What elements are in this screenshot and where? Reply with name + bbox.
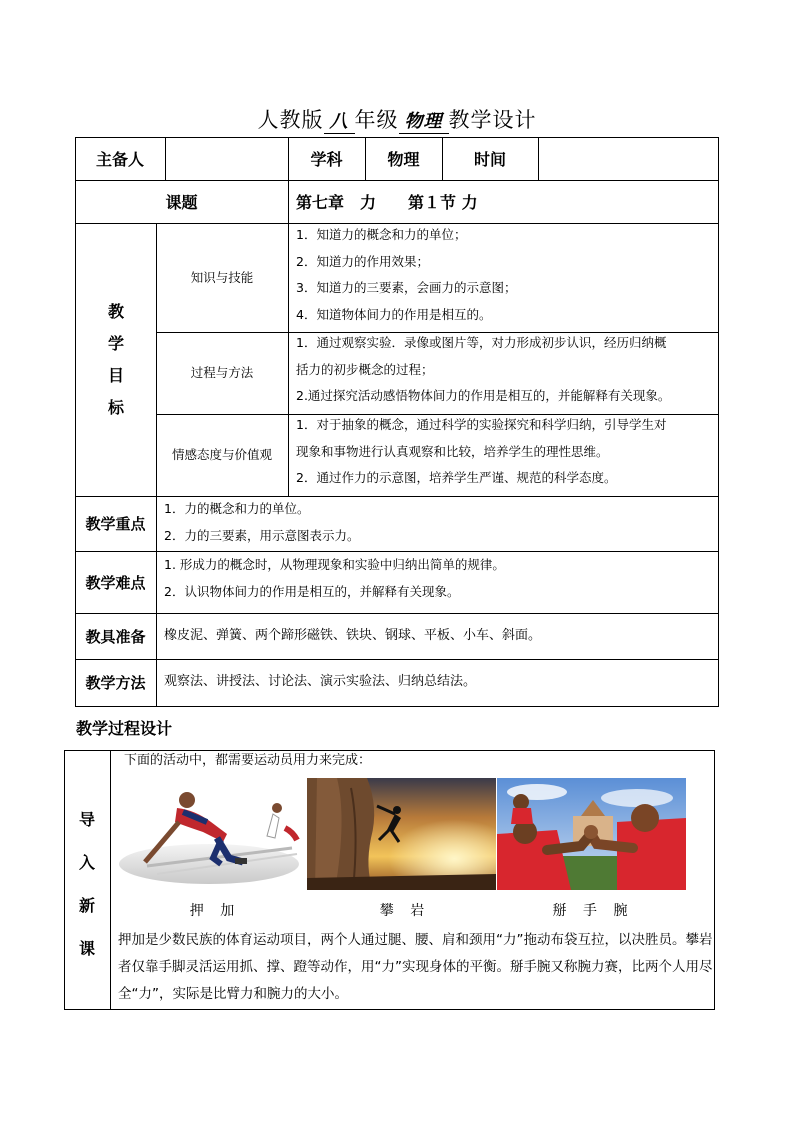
intro-label-char: 导 bbox=[78, 810, 95, 829]
intro-label bbox=[77, 798, 97, 970]
methods-label: 教学方法 bbox=[85, 674, 146, 692]
preparer-value bbox=[165, 137, 288, 180]
list-item: 1．对于抽象的概念，通过科学的实验探究和科学归纳，引导学生对 bbox=[296, 417, 667, 432]
rock-climbing-photo bbox=[307, 778, 496, 890]
list-item: 2．力的三要素，用示意图表示力。 bbox=[164, 527, 360, 543]
tools-text: 橡皮泥、弹簧、两个蹄形磁铁、铁块、钢球、平板、小车、斜面。 bbox=[164, 627, 542, 643]
topic-value: 第七章 力 第１节 力 bbox=[296, 193, 478, 212]
title-prefix: 人教版 bbox=[257, 108, 324, 132]
difficulties-items bbox=[156, 552, 724, 605]
title-mid: 年级 bbox=[354, 108, 399, 132]
intro-label-char: 入 bbox=[78, 853, 95, 872]
subject-blank: 物理 bbox=[399, 111, 449, 134]
list-item: 2.通过探究活动感悟物体间力的作用是相互的，并能解释有关现象。 bbox=[296, 388, 671, 403]
methods-text: 观察法、讲授法、讨论法、演示实验法、归纳总结法。 bbox=[164, 673, 477, 689]
objectives-label bbox=[106, 296, 126, 424]
objectives-label-char: 目 bbox=[107, 366, 124, 385]
preparer-label: 主备人 bbox=[95, 150, 144, 169]
difficulties-label: 教学难点 bbox=[85, 573, 146, 592]
caption-tug: 押 加 bbox=[189, 903, 241, 919]
intro-label-char: 新 bbox=[78, 896, 95, 915]
topic-label: 课题 bbox=[165, 193, 198, 212]
list-item: 括力的初步概念的过程； bbox=[296, 361, 434, 377]
list-item: 1．力的概念和力的单位。 bbox=[164, 501, 310, 516]
list-item: 现象和事物进行认真观察和比较，培养学生的理性思维。 bbox=[296, 443, 609, 459]
objectives-label-char: 教 bbox=[107, 302, 124, 321]
caption-climbing: 攀 岩 bbox=[379, 903, 431, 919]
process-items bbox=[288, 330, 726, 410]
attitude-label: 情感态度与价值观 bbox=[171, 447, 272, 462]
list-item: 1．通过观察实验．录像或图片等，对力形成初步认识，经历归纳概 bbox=[296, 335, 667, 350]
list-item: 1．知道力的概念和力的单位； bbox=[296, 227, 467, 242]
knowledge-label: 知识与技能 bbox=[190, 269, 254, 285]
process-label: 过程与方法 bbox=[190, 365, 254, 380]
objectives-label-char: 学 bbox=[107, 334, 124, 353]
subject-label: 学科 bbox=[310, 150, 343, 169]
tools-label: 教具准备 bbox=[85, 627, 146, 646]
arm-wrestling-photo bbox=[497, 778, 686, 890]
list-item: 1. 形成力的概念时，从物理现象和实验中归纳出简单的规律。 bbox=[164, 557, 505, 572]
list-item: 2．知道力的作用效果； bbox=[296, 253, 429, 269]
objectives-label-char: 标 bbox=[107, 398, 124, 417]
intro-text: 下面的活动中，都需要运动员用力来完成： bbox=[124, 753, 372, 768]
list-item: 2．认识物体间力的作用是相互的，并解释有关现象。 bbox=[164, 583, 460, 599]
key-points-label: 教学重点 bbox=[85, 515, 146, 533]
time-label: 时间 bbox=[473, 150, 506, 169]
time-value bbox=[538, 137, 718, 180]
process-design-title: 教学过程设计 bbox=[76, 719, 173, 738]
grade-blank: 八 bbox=[324, 111, 355, 134]
key-points-items bbox=[156, 496, 724, 549]
intro-paragraph: 押加是少数民族的体育运动项目，两个人通过腿、腰、肩和颈用“力”拖动布袋互拉，以决胜员。攀岩者仅靠手脚灵活运用抓、撑、蹬等动作，用“力”实现身体的平衡。掰手腕又称腕力赛，比两个人用尽全“力”，实际是比臂力和腕力的大小。 bbox=[118, 932, 713, 1002]
subject-value: 物理 bbox=[387, 150, 420, 169]
attitude-items bbox=[288, 412, 726, 492]
list-item: 4．知道物体间力的作用是相互的。 bbox=[296, 306, 492, 322]
list-item: 2．通过作力的示意图，培养学生严谨、规范的科学态度。 bbox=[296, 470, 617, 485]
caption-arm-wrestling: 掰 手 腕 bbox=[552, 903, 634, 919]
list-item: 3．知道力的三要素，会画力的示意图； bbox=[296, 280, 517, 295]
intro-label-char: 课 bbox=[78, 939, 95, 958]
page-title bbox=[0, 104, 794, 134]
title-suffix: 教学设计 bbox=[448, 108, 537, 132]
knowledge-items bbox=[288, 222, 726, 328]
tug-photo bbox=[117, 778, 303, 890]
